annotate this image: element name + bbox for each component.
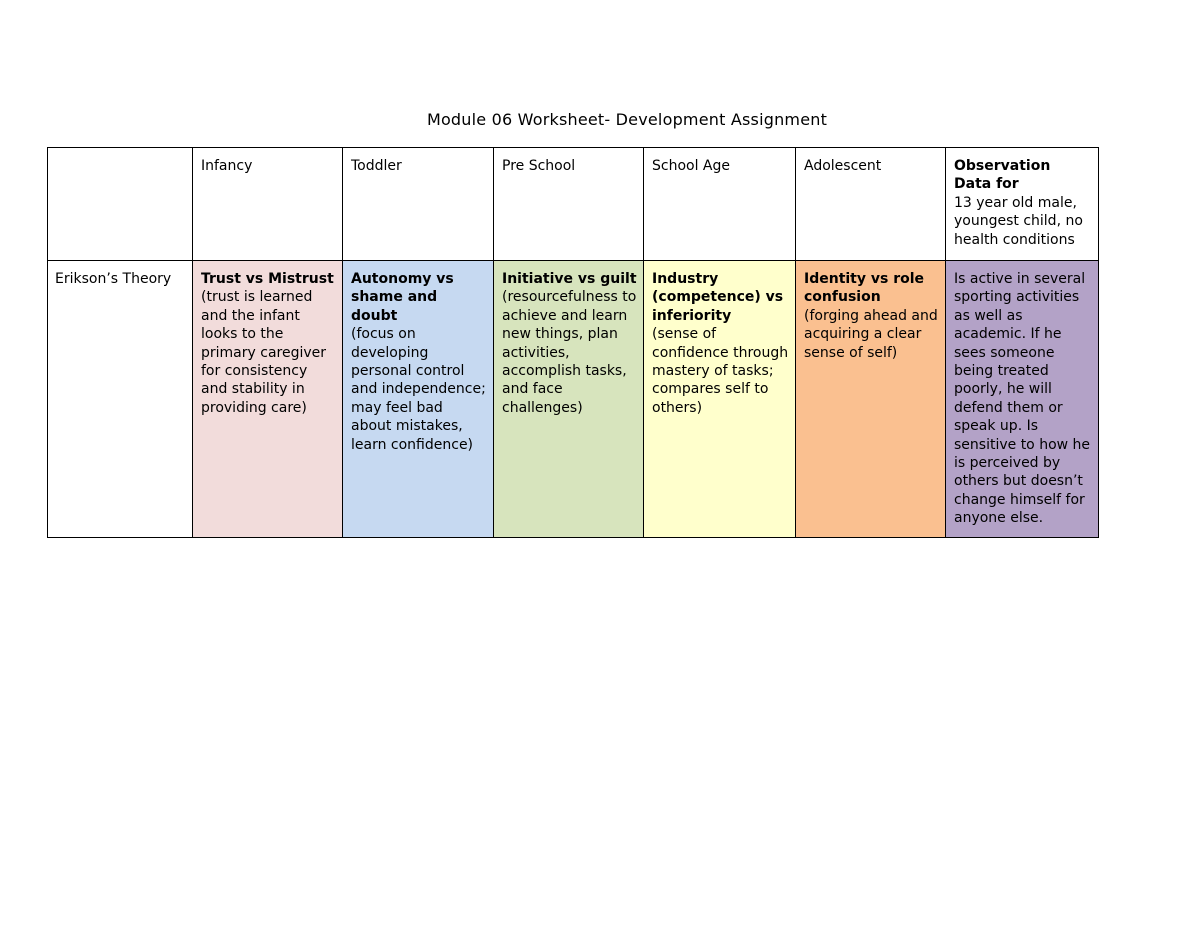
cell-preschool xyxy=(494,261,644,538)
row-label-eriksons-theory: Erikson’s Theory xyxy=(48,261,193,538)
header-schoolage: School Age xyxy=(644,148,796,261)
adolescent-stage-description: (forging ahead and acquiring a clear sense of self) xyxy=(804,307,938,361)
cell-schoolage xyxy=(644,261,796,538)
header-corner-cell xyxy=(48,148,193,261)
infancy-stage-description: (trust is learned and the infant looks to the primary caregiver for consistency and stability in providing care) xyxy=(201,289,327,416)
toddler-stage-description: (focus on developing personal control and independence; may feel bad about mistakes, learn confidence) xyxy=(351,326,486,453)
worksheet-title: Module 06 Worksheet- Development Assignment xyxy=(426,110,828,129)
observation-subject: 13 year old male, youngest child, no health conditions xyxy=(954,194,1083,248)
infancy-stage-name: Trust vs Mistrust xyxy=(201,271,334,287)
preschool-stage-name: Initiative vs guilt xyxy=(502,271,637,287)
header-observation xyxy=(946,148,1099,261)
cell-adolescent xyxy=(796,261,946,538)
header-preschool: Pre School xyxy=(494,148,644,261)
schoolage-stage-description: (sense of confidence through mastery of tasks; compares self to others) xyxy=(652,326,789,416)
adolescent-stage-name: Identity vs role confusion xyxy=(804,271,925,306)
development-table xyxy=(47,147,1099,538)
observation-heading: Observation Data for xyxy=(954,158,1051,193)
cell-infancy xyxy=(193,261,343,538)
header-row xyxy=(48,148,1099,261)
schoolage-stage-name: Industry (competence) vs inferiority xyxy=(652,271,784,324)
header-toddler: Toddler xyxy=(343,148,494,261)
toddler-stage-name: Autonomy vs shame and doubt xyxy=(351,271,454,324)
header-adolescent: Adolescent xyxy=(796,148,946,261)
cell-toddler xyxy=(343,261,494,538)
eriksons-theory-row xyxy=(48,261,1099,538)
cell-observation xyxy=(946,261,1099,538)
header-infancy: Infancy xyxy=(193,148,343,261)
preschool-stage-description: (resourcefulness to achieve and learn new things, plan activities, accomplish tasks, and face challenges) xyxy=(502,289,637,416)
observation-notes: Is active in several sporting activities as well as academic. If he sees someone being treated poorly, he will defend them or speak up. Is sensitive to how he is perceived by others but doesn’t change himself for anyone else. xyxy=(954,271,1091,527)
